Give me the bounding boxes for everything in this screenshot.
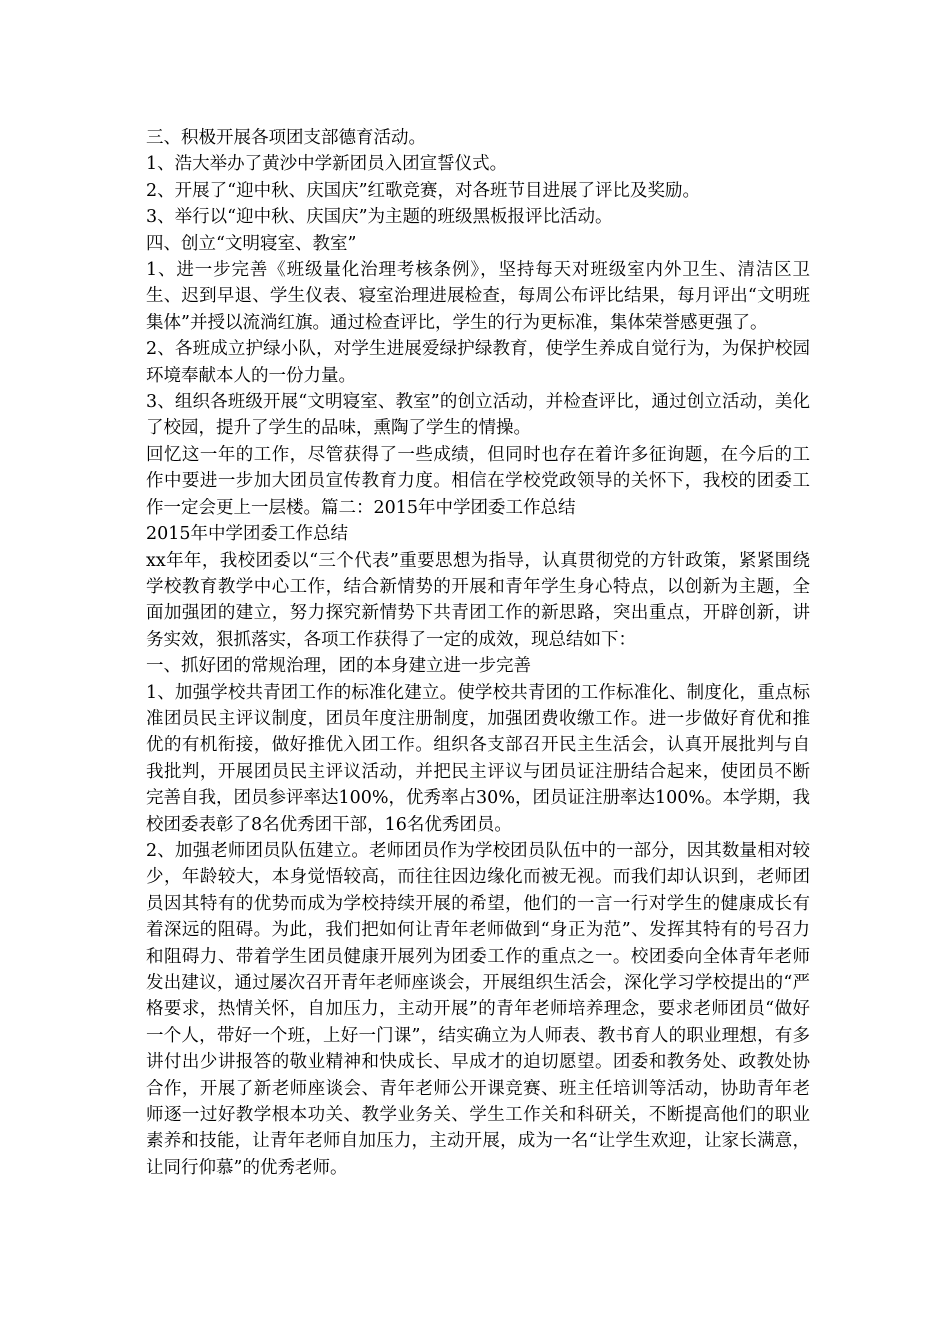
list-item: 2、开展了“迎中秋、庆国庆”红歌竞赛，对各班节目进展了评比及奖励。: [146, 180, 701, 201]
document-title: 2015年中学团委工作总结: [146, 524, 349, 545]
list-item: 3、举行以“迎中秋、庆国庆”为主题的班级黑板报评比活动。: [146, 207, 613, 228]
list-item: 1、进一步完善《班级量化治理考核条例》，坚持每天对班级室内外卫生、清洁区卫生、迟到早退、学生仪表、寝室治理进展检查，每周公布评比结果，每月评出“文明班集体”并授以流淌红旗。通过检查评比，学生的行为更标准，集体荣誉感更强了。: [146, 260, 810, 333]
body-paragraph: xx年年，我校团委以“三个代表”重要思想为指导，认真贯彻党的方针政策，紧紧围绕学校教育教学中心工作，结合新情势的开展和青年学生身心特点，以创新为主题，全面加强团的建立，努力探究新情势下共青团工作的新思路，突出重点，开辟创新，讲务实效，狠抓落实，各项工作获得了一定的成效，现总结如下：: [146, 550, 810, 650]
list-item: 1、浩大举办了黄沙中学新团员入团宣誓仪式。: [146, 154, 508, 175]
list-item: 3、组织各班级开展“文明寝室、教室”的创立活动，并检查评比，通过创立活动，美化了校园，提升了学生的品味，熏陶了学生的情操。: [146, 392, 810, 439]
document-body: [146, 125, 810, 1181]
list-item: 2、各班成立护绿小队，对学生进展爱绿护绿教育，使学生养成自觉行为，为保护校园环境奉献本人的一份力量。: [146, 339, 810, 386]
section-heading: 四、创立“文明寝室、教室”: [146, 233, 357, 254]
list-item: 2、加强老师团员队伍建立。老师团员作为学校团员队伍中的一部分，因其数量相对较少，年龄较大，本身觉悟较高，而往往因边缘化而被无视。而我们却认识到，老师团员因其特有的优势而成为学校持续开展的希望，他们的一言一行对学生的健康成长有着深远的阻碍。为此，我们把如何让青年老师做到“身正为范”、发挥其特有的号召力和阻碍力、带着学生团员健康开展列为团委工作的重点之一。校团委向全体青年老师发出建议，通过屡次召开青年老师座谈会，开展组织生活会，深化学习学校提出的“严格要求，热情关怀，自加压力，主动开展”的青年老师培养理念，要求老师团员“做好一个人，带好一个班，上好一门课”，结实确立为人师表、教书育人的职业理想，有多讲付出少讲报答的敬业精神和快成长、早成才的迫切愿望。团委和教务处、政教处协合作，开展了新老师座谈会、青年老师公开课竞赛、班主任培训等活动，协助青年老师逐一过好教学根本功关、教学业务关、学生工作关和科研关，不断提高他们的职业素养和技能，让青年老师自加压力，主动开展，成为一名“让学生欢迎，让家长满意，让同行仰慕”的优秀老师。: [146, 840, 810, 1178]
section-heading: 一、抓好团的常规治理，团的本身建立进一步完善: [146, 656, 531, 677]
list-item: 1、加强学校共青团工作的标准化建立。使学校共青团的工作标准化、制度化，重点标准团员民主评议制度，团员年度注册制度，加强团费收缴工作。进一步做好育优和推优的有机衔接，做好推优入团工作。组织各支部召开民主生活会，认真开展批判与自我批判，开展团员民主评议活动，并把民主评议与团员证注册结合起来，使团员不断完善自我，团员参评率达100%，优秀率占30%，团员证注册率达100%。本学期，我校团委表彰了8名优秀团干部，16名优秀团员。: [146, 682, 810, 835]
body-paragraph: 回忆这一年的工作，尽管获得了一些成绩，但同时也存在着许多征询题，在今后的工作中要进一步加大团员宣传教育力度。相信在学校党政领导的关怀下，我校的团委工作一定会更上一层楼。篇二：2015年中学团委工作总结: [146, 444, 810, 518]
section-heading: 三、积极开展各项团支部德育活动。: [146, 128, 426, 148]
